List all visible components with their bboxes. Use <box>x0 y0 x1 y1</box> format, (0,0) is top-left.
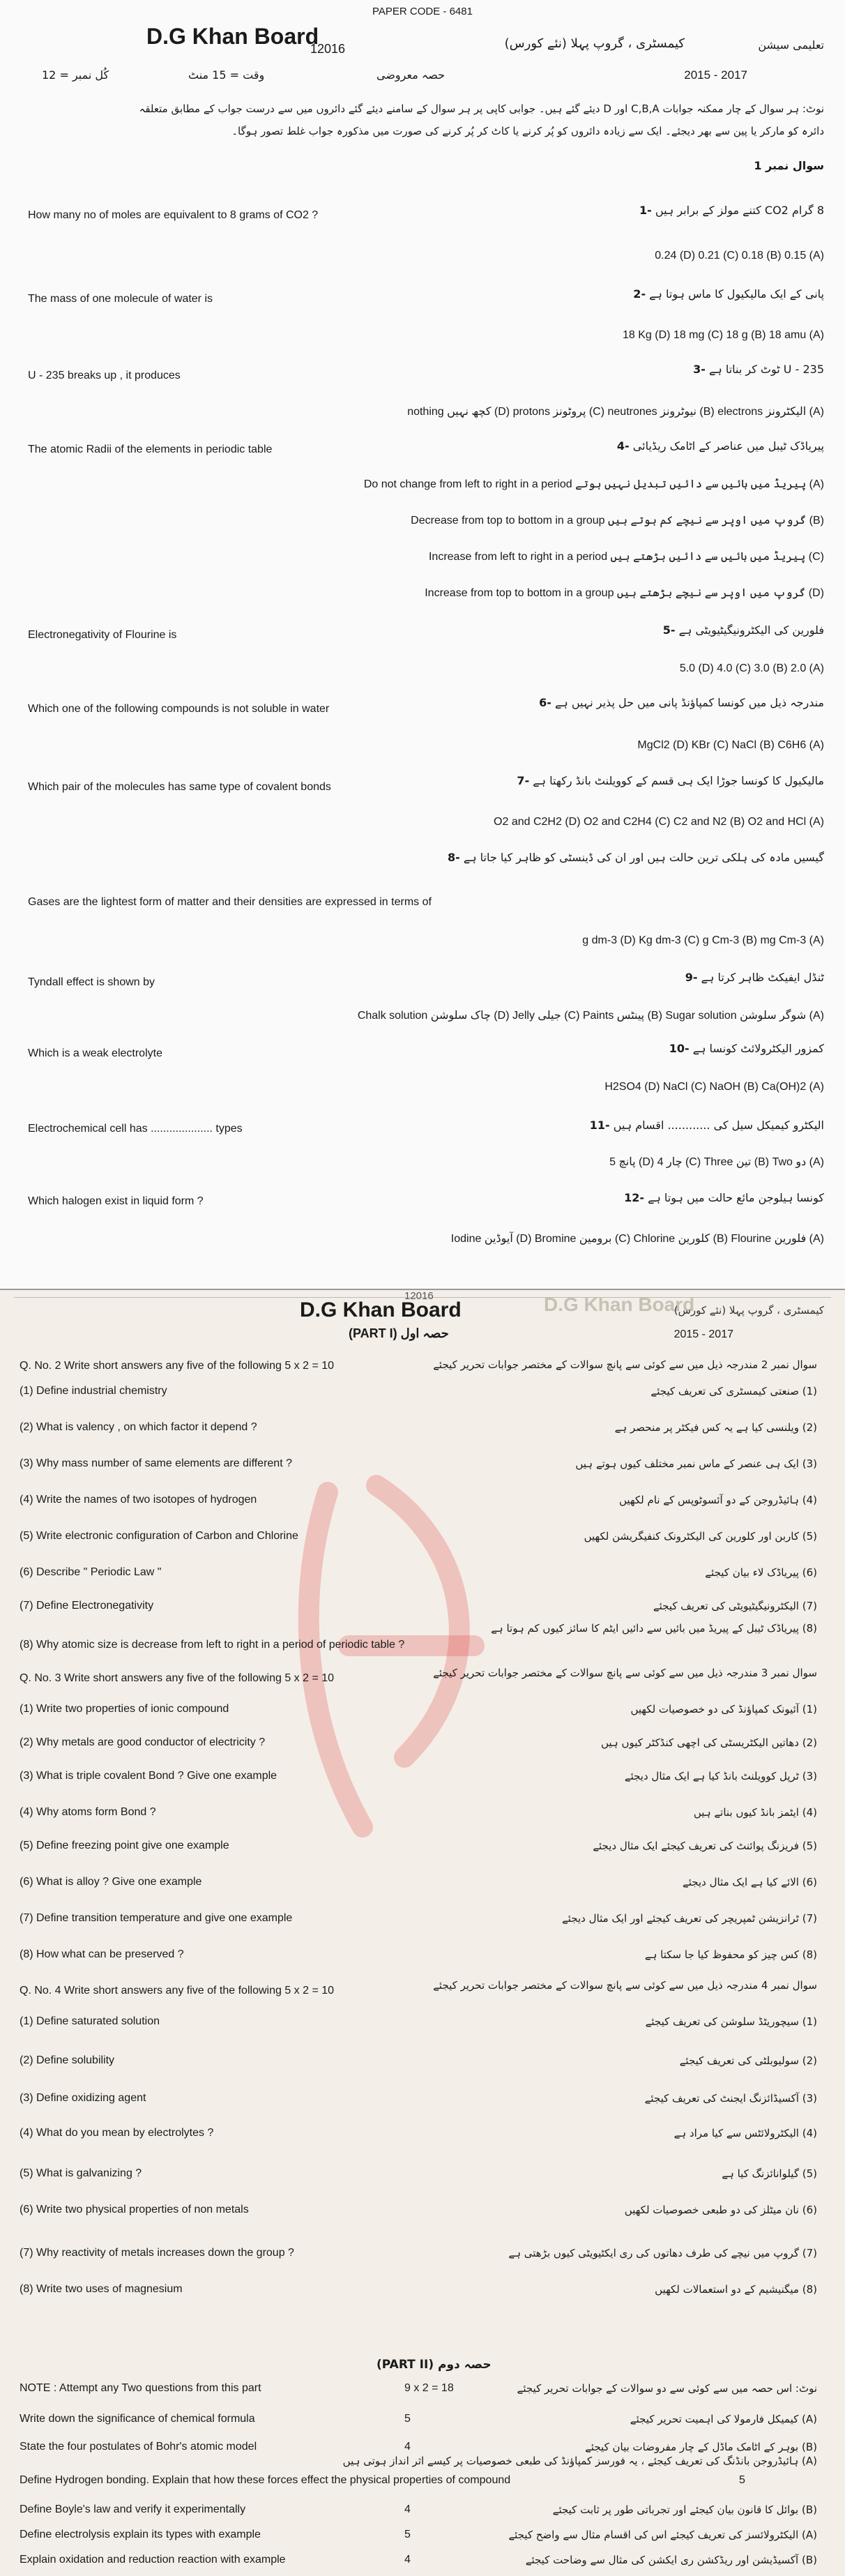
mcq-options: 5.0 (D) 4.0 (C) 3.0 (B) 2.0 (A) <box>679 662 824 674</box>
mcq-question-ur: 8 گرام CO2 کتنے مولز کے برابر ہیں -1 <box>639 204 824 217</box>
mcq-option-c: Increase from left to right in a period پیریڈ میں بائیں سے دائیں بڑھتے ہیں (C) <box>428 551 824 563</box>
watermark-logo <box>265 1464 530 1855</box>
mcq-question-ur: پانی کے ایک مالیکیول کا ماس ہوتا ہے -2 <box>633 287 824 301</box>
mcq-options: g dm-3 (D) Kg dm-3 (C) g Cm-3 (B) mg Cm-3 (A) <box>582 934 824 946</box>
question-heading-en: Q. No. 3 Write short answers any five of the following 5 x 2 = 10 <box>20 1672 335 1684</box>
long-question-marks: 4 <box>404 2503 411 2515</box>
long-question-marks: 4 <box>404 2441 411 2453</box>
part-two-heading: (PART II) حصہ دوم <box>376 2358 492 2372</box>
item-ur: (2) سولیوبلٹی کی تعریف کیجئے <box>679 2054 817 2067</box>
mcq-options: Chalk solution چاک سلوشن (D) Jelly جیلی (C) Paints پینٹس (B) Sugar solution شوگر سلوشن (A) <box>357 1010 824 1022</box>
long-question-en: State the four postulates of Bohr's atomic model <box>20 2441 257 2453</box>
mcq-question-en: Which pair of the molecules has same type of covalent bonds <box>28 781 331 793</box>
mcq-option-d: Increase from top to bottom in a group گروپ میں اوپر سے نیچے بڑھتے ہیں (D) <box>425 587 824 599</box>
mcq-options: MgCl2 (D) KBr (C) NaCl (B) C6H6 (A) <box>637 739 824 751</box>
item-en: (6) Write two physical properties of non metals <box>20 2204 249 2215</box>
item-ur: (6) پیریاڈک لاء بیان کیجئے <box>705 1566 817 1579</box>
item-en: (3) What is triple covalent Bond ? Give one example <box>20 1770 277 1782</box>
mcq-question-ur: گیسیں مادہ کی ہلکی ترین حالت ہیں اور ان کی ڈینسٹی کو ظاہر کیا جاتا ہے -8 <box>447 851 824 864</box>
mcq-question-ur: ٹنڈل ایفیکٹ ظاہر کرتا ہے -9 <box>685 971 824 984</box>
mcq-question-ur: مالیکیول کا کونسا جوڑا ایک ہی قسم کے کوویلنٹ بانڈ رکھتا ہے -7 <box>517 774 824 787</box>
item-ur: (8) پیریاڈک ٹیبل کے پیریڈ میں بائیں سے دائیں ایٹم کا سائز کیوں کم ہوتا ہے <box>491 1622 817 1635</box>
long-question-ur: (A) الیکٹرولائسز کی تعریف کیجئے اس کی اقسام مثال سے واضح کیجئے <box>508 2529 817 2541</box>
long-question-en: Explain oxidation and reduction reaction with example <box>20 2554 286 2566</box>
long-question-marks: 5 <box>404 2413 411 2425</box>
item-en: (5) What is galvanizing ? <box>20 2167 142 2179</box>
mcq-question-ur: کونسا ہیلوجن مائع حالت میں ہوتا ہے -12 <box>624 1191 824 1204</box>
subjective-sheet <box>0 1290 845 2576</box>
item-en: (3) Define oxidizing agent <box>20 2092 146 2104</box>
mcq-question-ur: کمزور الیکٹرولائٹ کونسا ہے -10 <box>669 1042 824 1055</box>
question-heading-ur: سوال نمبر 3 مندرجہ ذیل میں سے کوئی سے پانچ سوالات کے مختصر جوابات تحریر کیجئے <box>433 1667 817 1679</box>
mcq-question-en: Tyndall effect is shown by <box>28 976 155 988</box>
item-ur: (2) ویلنسی کیا ہے یہ کس فیکٹر پر منحصر ہے <box>614 1421 817 1434</box>
session-years: 2015 - 2017 <box>673 1328 733 1340</box>
item-ur: (7) ٹرانزیشن ٹمپریچر کی تعریف کیجئے اور ایک مثال دیجئے <box>561 1912 817 1925</box>
item-en: (2) What is valency , on which factor it depend ? <box>20 1421 257 1433</box>
item-ur: (3) ایک ہی عنصر کے ماس نمبر مختلف کیوں ہوتے ہیں <box>575 1457 817 1470</box>
mcq-option-b: Decrease from top to bottom in a group گروپ میں اوپر سے نیچے کم ہوتے ہیں (B) <box>411 515 824 526</box>
item-en: (2) Define solubility <box>20 2054 115 2066</box>
item-ur: (7) الیکٹرونیگیٹیویٹی کی تعریف کیجئے <box>653 1600 817 1612</box>
item-ur: (5) فریزنگ پوائنٹ کی تعریف کیجئے ایک مثال دیجئے <box>593 1840 817 1852</box>
section-label: حصہ معروضی <box>376 68 445 82</box>
item-en: (4) Write the names of two isotopes of hydrogen <box>20 1494 257 1506</box>
mcq-question-en: U - 235 breaks up , it produces <box>28 370 181 381</box>
item-ur: (3) آکسیڈائزنگ ایجنٹ کی تعریف کیجئے <box>644 2092 817 2105</box>
mcq-question-ur: فلورین کی الیکٹرونیگیٹیویٹی ہے -5 <box>662 623 824 637</box>
mcq-question-en: The atomic Radii of the elements in periodic table <box>28 444 273 455</box>
mcq-question-ur: الیکٹرو کیمیکل سیل کی ............ اقسام ہیں -11 <box>589 1119 824 1132</box>
paper-year: 12016 <box>404 1290 434 1302</box>
question-heading-ur: سوال نمبر 4 مندرجہ ذیل میں سے کوئی سے پانچ سوالات کے مختصر جوابات تحریر کیجئے <box>433 1979 817 1992</box>
session-label-urdu: تعلیمی سیشن <box>758 38 824 52</box>
paper-year: 12016 <box>310 42 346 56</box>
item-ur: (4) ایٹمز بانڈ کیوں بناتے ہیں <box>693 1806 817 1819</box>
item-en: (7) Define transition temperature and give one example <box>20 1912 293 1924</box>
note-marks: 9 x 2 = 18 <box>404 2382 454 2394</box>
item-en: (2) Why metals are good conductor of electricity ? <box>20 1736 266 1748</box>
long-question-ur: (A) ہائیڈروجن بانڈنگ کی تعریف کیجئے ، یہ فورسز کمپاؤنڈ کی طبعی خصوصیات پر کیسے اثر انداز ہوتی ہیں <box>342 2455 817 2467</box>
subject-urdu: کیمسٹری ، گروپ پہلا (نئے کورس) <box>504 36 685 51</box>
long-question-ur: (A) کیمیکل فارمولا کی اہمیت تحریر کیجئے <box>630 2413 817 2425</box>
long-question-ur: (B) بوہر کے اٹامک ماڈل کے چار مفروضات بیان کیجئے <box>585 2441 817 2453</box>
item-en: (7) Define Electronegativity <box>20 1600 154 1612</box>
item-en: (3) Why mass number of same elements are different ? <box>20 1457 292 1469</box>
part-one-heading: (PART I) حصہ اول <box>349 1326 449 1340</box>
item-ur: (6) نان میٹلز کی دو طبعی خصوصیات لکھیں <box>624 2204 817 2216</box>
mcq-question-ur: مندرجہ ذیل میں کونسا کمپاؤنڈ پانی میں حل پذیر نہیں ہے -6 <box>539 696 824 709</box>
long-question-en: Write down the significance of chemical formula <box>20 2413 255 2425</box>
session-years: 2015 - 2017 <box>684 68 747 82</box>
long-question-marks: 5 <box>739 2474 745 2486</box>
long-question-en: Define Boyle's law and verify it experimentally <box>20 2503 246 2515</box>
item-ur: (5) کاربن اور کلورین کی الیکٹرونک کنفیگریشن لکھیں <box>584 1530 817 1543</box>
item-ur: (4) الیکٹرولائٹس سے کیا مراد ہے <box>673 2127 817 2139</box>
item-en: (8) How what can be preserved ? <box>20 1948 184 1960</box>
question-1-heading: سوال نمبر 1 <box>754 159 824 172</box>
item-en: (4) Why atoms form Bond ? <box>20 1806 156 1818</box>
subject-urdu: کیمسٹری ، گروپ پہلا (نئے کورس) <box>673 1304 824 1317</box>
item-ur: (5) گیلوانائزنگ کیا ہے <box>722 2167 817 2180</box>
mcq-question-ur: U - 235 ٹوٹ کر بناتا ہے -3 <box>693 363 824 376</box>
paper-code: PAPER CODE - 6481 <box>372 6 473 17</box>
mcq-question-en: How many no of moles are equivalent to 8 grams of CO2 ? <box>28 209 319 221</box>
item-ur: (6) الائے کیا ہے ایک مثال دیجئے <box>682 1876 817 1888</box>
item-en: (1) Define industrial chemistry <box>20 1385 167 1397</box>
item-ur: (1) سیچوریٹڈ سلوشن کی تعریف کیجئے <box>645 2015 817 2028</box>
item-en: (6) What is alloy ? Give one example <box>20 1876 202 1888</box>
item-ur: (7) گروپ میں نیچے کی طرف دھاتوں کی ری ایکٹیویٹی کیوں بڑھتی ہے <box>508 2247 817 2259</box>
question-heading-en: Q. No. 2 Write short answers any five of the following 5 x 2 = 10 <box>20 1360 335 1372</box>
mcq-question-en: Which one of the following compounds is not soluble in water <box>28 703 330 715</box>
item-en: (1) Write two properties of ionic compound <box>20 1703 229 1715</box>
mcq-option-a: Do not change from left to right in a period پیریڈ میں بائیں سے دائیں تبدیل نہیں ہوتے (A) <box>363 478 824 490</box>
item-ur: (2) دھاتیں الیکٹریسٹی کی اچھی کنڈکٹر کیوں ہیں <box>600 1736 817 1749</box>
long-question-ur: (B) آکسیڈیشن اور ریڈکشن ری ایکشن کی مثال سے وضاحت کیجئے <box>525 2554 817 2566</box>
mcq-options: O2 and C2H2 (D) O2 and C2H4 (C) C2 and N2 (B) O2 and HCl (A) <box>494 816 824 828</box>
item-en: (7) Why reactivity of metals increases down the group ? <box>20 2247 294 2259</box>
mcq-question-en: Electronegativity of Flourine is <box>28 629 177 641</box>
total-marks: کُل نمبر = 12 <box>42 68 109 82</box>
item-ur: (1) آئیونک کمپاؤنڈ کی دو خصوصیات لکھیں <box>630 1703 817 1715</box>
item-en: (6) Describe " Periodic Law " <box>20 1566 162 1578</box>
question-heading-ur: سوال نمبر 2 مندرجہ ذیل میں سے کوئی سے پانچ سوالات کے مختصر جوابات تحریر کیجئے <box>433 1358 817 1371</box>
time-allowed: وقت = 15 منٹ <box>188 68 265 82</box>
note-ur: نوٹ: اس حصہ میں سے کوئی سے دو سوالات کے جوابات تحریر کیجئے <box>517 2382 817 2395</box>
item-en: (5) Define freezing point give one example <box>20 1840 229 1851</box>
question-heading-en: Q. No. 4 Write short answers any five of the following 5 x 2 = 10 <box>20 1985 335 1997</box>
mcq-question-en: Gases are the lightest form of matter and their densities are expressed in terms of <box>28 896 432 908</box>
mcq-options: nothing کچھ نہیں (D) protons پروٹونز (C) neutrones نیوٹرونز (B) electrons الیکٹرونز (A) <box>407 406 824 418</box>
item-ur: (3) ٹرپل کوویلنٹ بانڈ کیا ہے ایک مثال دیجئے <box>624 1770 817 1782</box>
mcq-question-en: The mass of one molecule of water is <box>28 293 213 305</box>
item-ur: (8) کس چیز کو محفوظ کیا جا سکتا ہے <box>644 1948 817 1961</box>
mcq-question-en: Which halogen exist in liquid form ? <box>28 1195 204 1207</box>
board-title-bleed: D.G Khan Board <box>544 1294 695 1315</box>
long-question-marks: 5 <box>404 2529 411 2540</box>
mcq-question-en: Electrochemical cell has .................... types <box>28 1123 243 1135</box>
item-en: (1) Define saturated solution <box>20 2015 160 2027</box>
item-ur: (1) صنعتی کیمسٹری کی تعریف کیجئے <box>650 1385 817 1397</box>
mcq-question-ur: پیریاڈک ٹیبل میں عناصر کے اٹامک ریڈیائی -4 <box>616 439 824 453</box>
item-ur: (8) میگنیشیم کے دو استعمالات لکھیں <box>655 2283 817 2296</box>
item-ur: (4) ہائیڈروجن کے دو آئسوٹوپس کے نام لکھیں <box>619 1494 817 1506</box>
mcq-question-en: Which is a weak electrolyte <box>28 1047 162 1059</box>
note-en: NOTE : Attempt any Two questions from this part <box>20 2382 261 2394</box>
board-title: D.G Khan Board <box>300 1298 462 1321</box>
mcq-options: 0.24 (D) 0.21 (C) 0.18 (B) 0.15 (A) <box>655 250 824 262</box>
long-question-en: Define electrolysis explain its types with example <box>20 2529 261 2540</box>
item-en: (8) Write two uses of magnesium <box>20 2283 183 2295</box>
item-en: (8) Why atomic size is decrease from left to right in a period of periodic table ? <box>20 1639 405 1651</box>
item-en: (4) What do you mean by electrolytes ? <box>20 2127 214 2139</box>
long-question-en: Define Hydrogen bonding. Explain that how these forces effect the physical properties of compound <box>20 2474 511 2486</box>
mcq-options: Iodine آیوڈین (D) Bromine برومین (C) Chlorine کلورین (B) Flourine فلورین (A) <box>450 1233 824 1245</box>
long-question-ur: (B) بوائل کا قانون بیان کیجئے اور تجرباتی طور پر ثابت کیجئے <box>552 2503 817 2516</box>
mcq-options: 5 پانچ (D) 4 چار (C) Three تین (B) Two دو (A) <box>609 1156 824 1168</box>
mcq-options: H2SO4 (D) NaCl (C) NaOH (B) Ca(OH)2 (A) <box>604 1081 824 1093</box>
board-title: D.G Khan Board <box>146 24 319 49</box>
mcq-options: 18 Kg (D) 18 mg (C) 18 g (B) 18 amu (A) <box>623 329 824 341</box>
item-en: (5) Write electronic configuration of Carbon and Chlorine <box>20 1530 298 1542</box>
long-question-marks: 4 <box>404 2554 411 2566</box>
instructions-note: نوٹ: ہر سوال کے چار ممکنہ جوابات C,B,A اور D دیئے گئے ہیں۔ جوابی کاپی پر ہر سوال کے سامنے دیئے گئے دائروں میں سے درست جواب کے مطابق متعلقہ دائرہ کو مارکر یا پین سے بھر دیجئے۔ ایک سے زیادہ دائروں کو پُر کرنے یا کاٹ کر پُر کرنے کی صورت میں مذکورہ جواب غلط تصور ہوگا۔ <box>139 103 824 137</box>
